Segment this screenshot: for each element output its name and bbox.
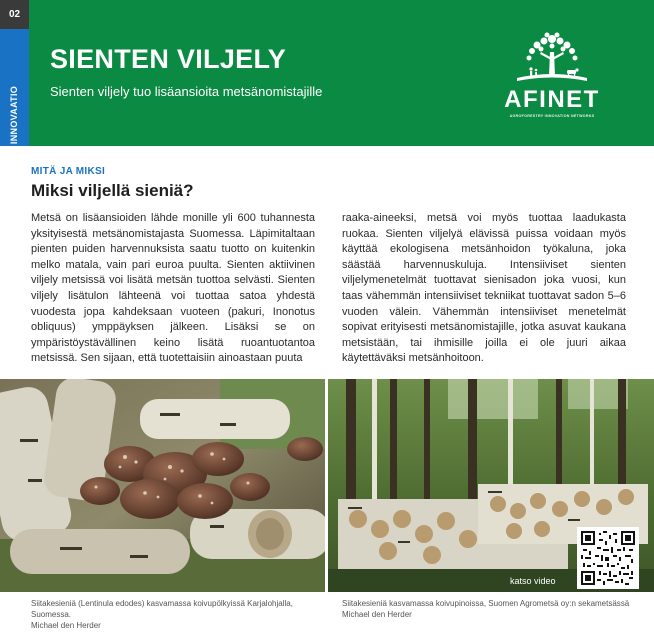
caption-right-credit: Michael den Herder: [342, 610, 412, 619]
category-tab: [0, 29, 29, 146]
video-qr-code[interactable]: [577, 527, 639, 589]
caption-left-credit: Michael den Herder: [31, 621, 101, 630]
qr-code-icon: [581, 531, 635, 585]
page-title: SIENTEN VILJELY: [50, 44, 287, 74]
photo-shiitake-logs: [0, 379, 325, 592]
section-kicker: MITÄ JA MIKSI: [31, 166, 106, 177]
logo-tagline: AGROFORESTRY INNOVATION NETWORKS: [509, 114, 595, 118]
afinet-logo: [497, 30, 607, 120]
page-subtitle: Sienten viljely tuo lisäansioita metsänomistajille: [50, 84, 323, 99]
body-column-right: raaka-aineeksi, metsä voi myös tuottaa laadukasta ruokaa. Sienten viljelyä elävissä puissa voidaan myös käyttää ekologisena metsänhoidon työkaluna, joka säästää harvennuskuluja. Intensiiviset sienten viljelymenetelmät tuottavat sienisadon joka vuosi, kun taas vähemmän intensiiviset tekniikat tuottavat sadon 5–6 vuoden välein. Vähemmän intensiiviset menetelmät sopivat erityisesti metsänomistajille, jotka asuvat kaukana metsistään, tai ihmisille joilla ei ole juuri aikaa käytettäväksi metsänhoitoon.: [342, 212, 626, 365]
category-label: INNOVAATIO: [9, 85, 19, 145]
header-banner: [0, 0, 654, 146]
page-number: 02: [0, 0, 29, 29]
mushroom-photo-illustration: [0, 379, 325, 592]
section-title: Miksi viljellä sieniä?: [31, 181, 194, 200]
tree-logo-icon: [507, 30, 597, 90]
caption-right: [342, 598, 632, 620]
caption-left-text: Siitakesieniä (Lentinula edodes) kasvamassa koivupölkyissä Karjalohjalla, Suomessa.: [31, 599, 293, 619]
caption-left: [31, 598, 321, 631]
side-spacer: [0, 146, 29, 164]
video-link[interactable]: katso video: [510, 576, 556, 586]
logo-wordmark: AFINET: [504, 86, 600, 113]
body-column-left: Metsä on lisäansioiden lähde monille yli 600 tuhannesta yksityisestä metsänomistajasta Suomessa. Läpimitaltaan pienten puiden harvennuksista saatu tuotto on kuitenkin melko matala, vain pari euroa puulta. Sienten aktiivinen viljely metsissä voi lisätä metsän tuottoa selvästi. Sienten viljely lisätulon lähteenä voi tuottaa satoa yhdestä vuodesta jopa kahdeksaan vuoteen (pakuri, Inonotus obliquus) ymppäyksen jälkeen. Lisäksi se on ympäristöystävällinen keino lisätä ruoantuotantoa metsissä. Sen sijaan, että tuotettaisiin ainoastaan puuta: [31, 212, 315, 365]
caption-right-text: Siitakesieniä kasvamassa koivupinoissa, Suomen Agrometsä oy:n sekametsässä: [342, 599, 630, 608]
